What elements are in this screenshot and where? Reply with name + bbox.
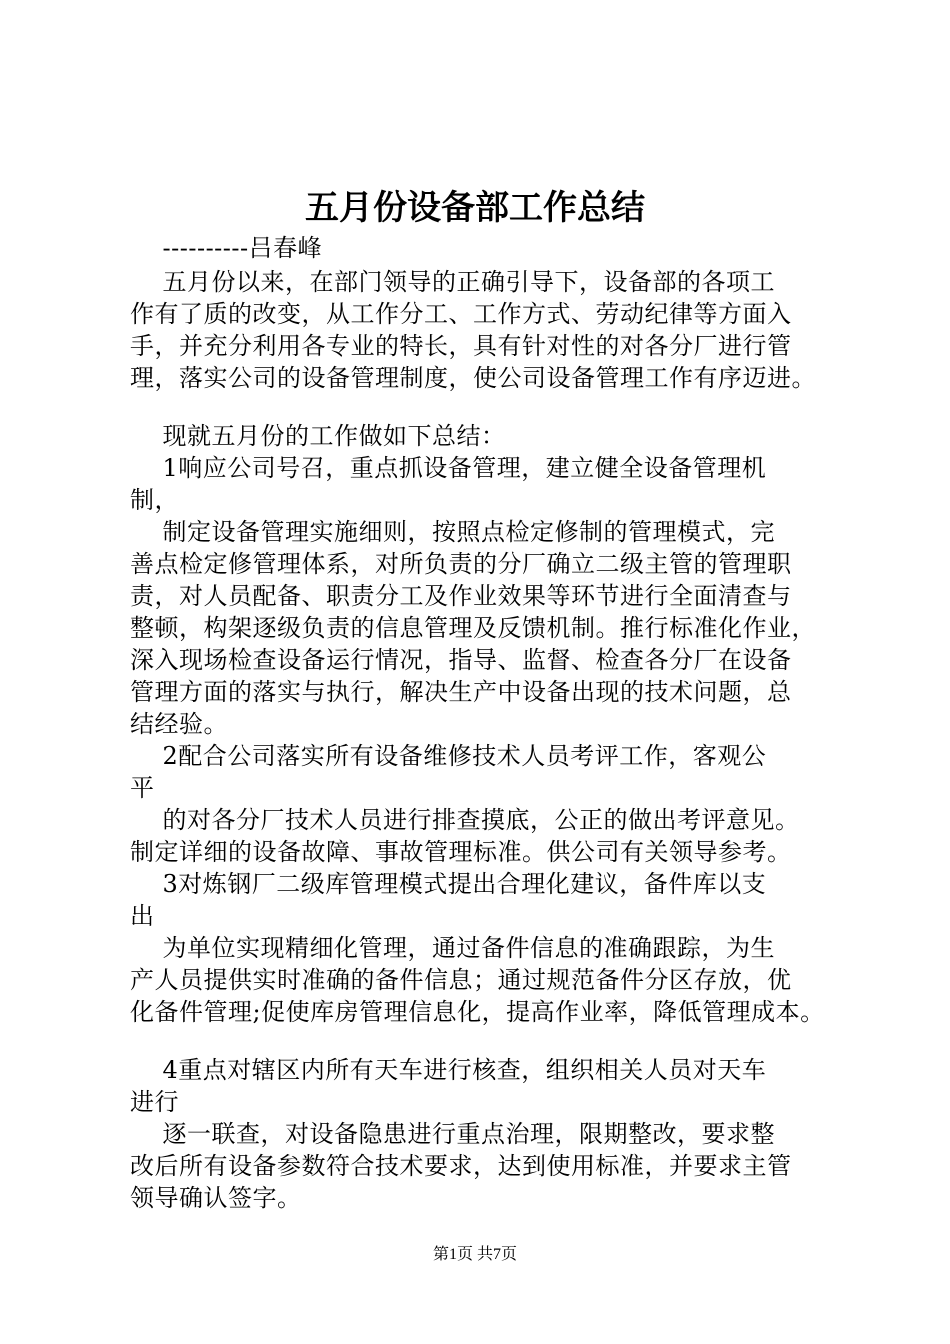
paragraph-line: 整顿，构架逐级负责的信息管理及反馈机制。推行标准化作业， xyxy=(130,614,816,642)
paragraph-line: 出 xyxy=(130,902,155,930)
paragraph-line: 五月份以来，在部门领导的正确引导下，设备部的各项工 xyxy=(130,268,776,296)
paragraph-line: 制定设备管理实施细则，按照点检定修制的管理模式，完 xyxy=(130,518,776,546)
paragraph-line: 改后所有设备参数符合技术要求，达到使用标准，并要求主管 xyxy=(130,1152,792,1180)
paragraph-line: 领导确认签字。 xyxy=(130,1184,302,1212)
page-number-footer: 第1页 共7页 xyxy=(432,1246,517,1263)
paragraph-line: 化备件管理;促使库房管理信息化，提高作业率，降低管理成本。 xyxy=(130,998,825,1026)
paragraph-line: 为单位实现精细化管理，通过备件信息的准确跟踪，为生 xyxy=(130,934,776,962)
paragraph-line: 的对各分厂技术人员进行排查摸底，公正的做出考评意见。 xyxy=(130,806,800,834)
paragraph-line: 2配合公司落实所有设备维修技术人员考评工作，客观公 xyxy=(130,742,767,770)
paragraph-line: 制， xyxy=(130,486,179,514)
paragraph-line: 现就五月份的工作做如下总结： xyxy=(130,422,506,450)
paragraph-line: 产人员提供实时准确的备件信息；通过规范备件分区存放，优 xyxy=(130,966,792,994)
author-line: ----------吕春峰 xyxy=(130,234,323,262)
document-title: 五月份设备部工作总结 xyxy=(305,188,645,228)
paragraph-line: 制定详细的设备故障、事故管理标准。供公司有关领导参考。 xyxy=(130,838,792,866)
paragraph-line: 1响应公司号召，重点抓设备管理，建立健全设备管理机 xyxy=(130,454,767,482)
paragraph-line: 进行 xyxy=(130,1088,179,1116)
paragraph-line: 责，对人员配备、职责分工及作业效果等环节进行全面清查与 xyxy=(130,582,792,610)
paragraph-line: 平 xyxy=(130,774,155,802)
paragraph-line: 理，落实公司的设备管理制度，使公司设备管理工作有序迈进。 xyxy=(130,364,816,392)
paragraph-line: 作有了质的改变，从工作分工、工作方式、劳动纪律等方面入 xyxy=(130,300,792,328)
paragraph-line: 手，并充分利用各专业的特长，具有针对性的对各分厂进行管 xyxy=(130,332,792,360)
paragraph-line: 逐一联查，对设备隐患进行重点治理，限期整改，要求整 xyxy=(130,1120,776,1148)
paragraph-line: 3对炼钢厂二级库管理模式提出合理化建议，备件库以支 xyxy=(130,870,767,898)
paragraph-line: 4重点对辖区内所有天车进行核查，组织相关人员对天车 xyxy=(130,1056,767,1084)
paragraph-line: 深入现场检查设备运行情况，指导、监督、检查各分厂在设备 xyxy=(130,646,792,674)
paragraph-line: 善点检定修管理体系，对所负责的分厂确立二级主管的管理职 xyxy=(130,550,792,578)
paragraph-line: 结经验。 xyxy=(130,710,228,738)
paragraph-line: 管理方面的落实与执行，解决生产中设备出现的技术问题，总 xyxy=(130,678,792,706)
